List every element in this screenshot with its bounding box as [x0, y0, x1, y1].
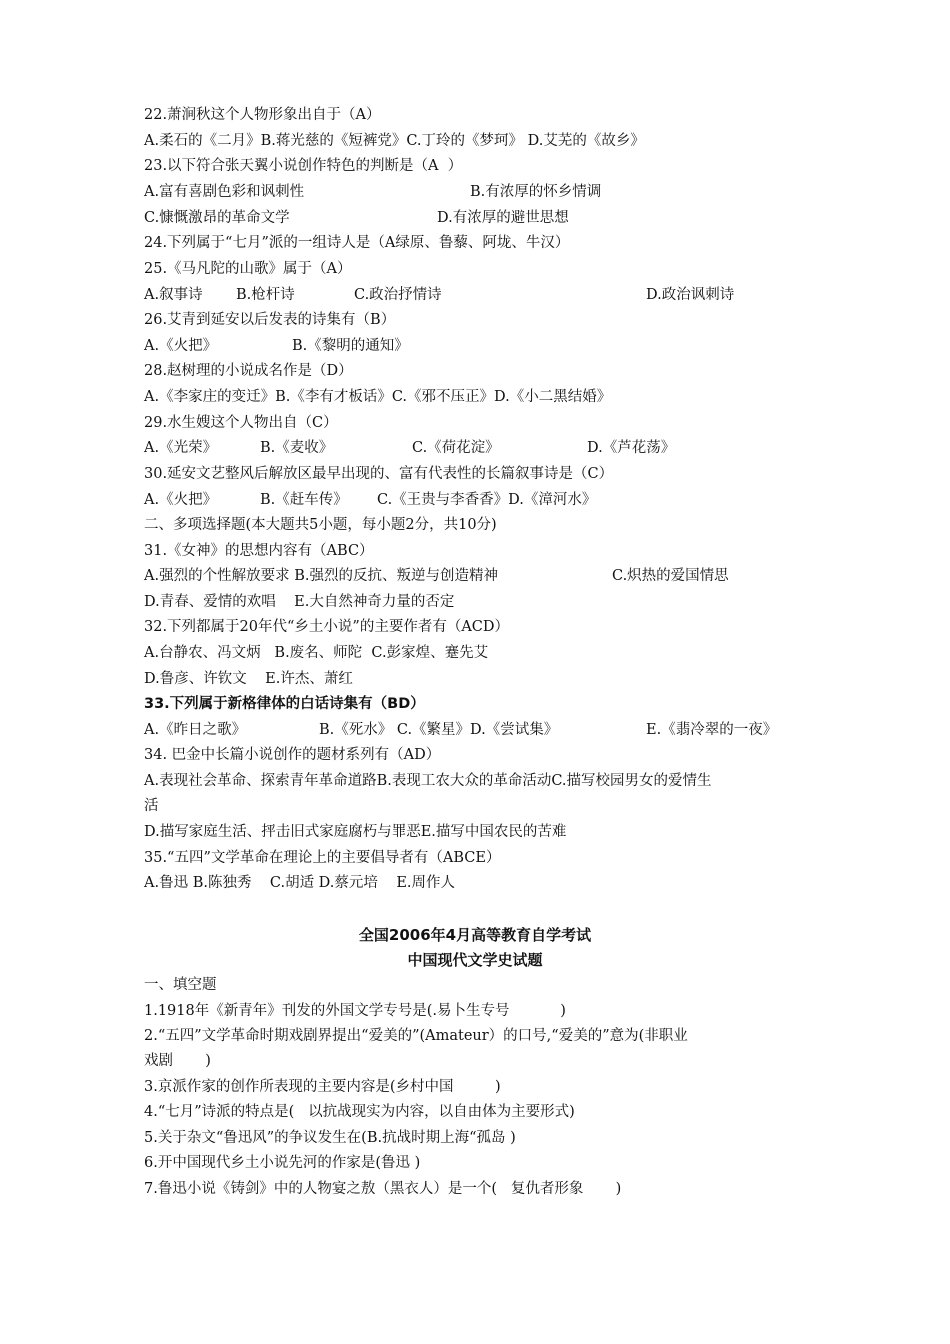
fill-in-1: 1.1918年《新青年》刊发的外国文学专号是(.易卜生专号 )	[144, 1003, 566, 1019]
fill-in-2-cont: 戏剧 )	[144, 1053, 211, 1069]
option-d: D.有浓厚的避世思想	[437, 210, 569, 226]
question-22-options: A.柔石的《二月》B.蒋光慈的《短裤党》C.丁玲的《梦珂》 D.艾芜的《故乡》	[144, 133, 645, 149]
question-23: 23.以下符合张天翼小说创作特色的判断是（A ）	[144, 158, 463, 174]
option-b: B.枪杆诗	[236, 287, 295, 303]
option-c: C.《荷花淀》	[412, 440, 500, 456]
option-a: A.叙事诗	[144, 287, 203, 303]
section-heading-fill-in: 一、填空题	[144, 977, 217, 993]
question-30: 30.延安文艺整风后解放区最早出现的、富有代表性的长篇叙事诗是（C）	[144, 466, 614, 482]
question-34-options-abc-cont: 活	[144, 798, 159, 814]
section-heading-multiple-choice: 二、多项选择题(本大题共5小题，每小题2分，共10分)	[144, 517, 497, 533]
question-26-options	[144, 336, 409, 356]
question-24: 24.下列属于“七月”派的一组诗人是（A绿原、鲁藜、阿垅、牛汉）	[144, 235, 570, 251]
question-31-options-de: D.青春、爱情的欢唱 E.大自然神奇力量的否定	[144, 594, 455, 610]
fill-in-7: 7.鲁迅小说《铸剑》中的人物宴之敖（黑衣人）是一个( 复仇者形象 )	[144, 1181, 622, 1197]
question-29: 29.水生嫂这个人物出自（C）	[144, 415, 338, 431]
question-33-options	[144, 720, 778, 740]
question-30-options	[144, 490, 597, 510]
option-c: C.炽热的爱国情思	[612, 568, 729, 584]
option-ab: A.强烈的个性解放要求 B.强烈的反抗、叛逆与创造精神	[144, 568, 498, 584]
option-e: E.《翡冷翠的一夜》	[646, 722, 778, 738]
fill-in-3: 3.京派作家的创作所表现的主要内容是(乡村中国 )	[144, 1079, 501, 1095]
question-29-options	[144, 438, 676, 458]
question-33: 33.下列属于新格律体的白话诗集有（BD）	[144, 696, 425, 712]
question-35-options: A.鲁迅 B.陈独秀 C.胡适 D.蔡元培 E.周作人	[144, 875, 456, 891]
option-d: D.政治讽刺诗	[646, 287, 735, 303]
option-c: C.慷慨激昂的革命文学	[144, 210, 290, 226]
question-32-options-de: D.鲁彦、许钦文 E.许杰、萧红	[144, 671, 353, 687]
option-a: A.《昨日之歌》	[144, 722, 247, 738]
question-28: 28.赵树理的小说成名作是（D）	[144, 363, 353, 379]
fill-in-4: 4.“七月”诗派的特点是( 以抗战现实为内容，以自由体为主要形式)	[144, 1104, 575, 1120]
fill-in-2: 2.“五四”文学革命时期戏剧界提出“爱美的”(Amateur）的口号,“爱美的”意为(非职业	[144, 1028, 688, 1044]
option-d: D.《芦花荡》	[587, 440, 676, 456]
fill-in-5: 5.关于杂文“鲁迅风”的争议发生在(B.抗战时期上海“孤岛 )	[144, 1130, 516, 1146]
option-a: A.《火把》	[144, 492, 218, 508]
exam-subtitle: 中国现代文学史试题	[407, 951, 543, 969]
question-25-options	[144, 285, 735, 305]
option-b: B.有浓厚的怀乡情调	[470, 184, 602, 200]
option-a: A.《火把》	[144, 338, 218, 354]
option-b: B.《赶车传》	[260, 492, 348, 508]
question-31-options-abc	[144, 566, 729, 586]
question-23-options-cd	[144, 208, 569, 228]
exam-title: 全国2006年4月高等教育自学考试	[358, 926, 592, 944]
question-34-options-de: D.描写家庭生活、抨击旧式家庭腐朽与罪恶E.描写中国农民的苦难	[144, 824, 567, 840]
option-b: B.《麦收》	[260, 440, 334, 456]
question-34: 34. 巴金中长篇小说创作的题材系列有（AD）	[144, 747, 441, 763]
question-32-options-abc: A.台静农、冯文炳 B.废名、师陀 C.彭家煌、蹇先艾	[144, 645, 489, 661]
option-bcd: B.《死水》 C.《繁星》D.《尝试集》	[319, 722, 559, 738]
question-34-options-abc: A.表现社会革命、探索青年革命道路B.表现工农大众的革命活动C.描写校园男女的爱情生	[144, 773, 712, 789]
question-32: 32.下列都属于20年代“乡土小说”的主要作者有（ACD）	[144, 619, 510, 635]
question-35: 35.“五四”文学革命在理论上的主要倡导者有（ABCE）	[144, 850, 501, 866]
question-22: 22.萧涧秋这个人物形象出自于（A）	[144, 107, 381, 123]
question-28-options: A.《李家庄的变迁》B.《李有才板话》C.《邪不压正》D.《小二黑结婚》	[144, 389, 612, 405]
fill-in-6: 6.开中国现代乡土小说先河的作家是(鲁迅 )	[144, 1155, 421, 1171]
question-23-options-ab	[144, 182, 602, 202]
option-c: C.政治抒情诗	[354, 287, 442, 303]
option-a: A.《光荣》	[144, 440, 218, 456]
question-31: 31.《女神》的思想内容有（ABC）	[144, 543, 374, 559]
option-b: B.《黎明的通知》	[292, 338, 409, 354]
question-25: 25.《马凡陀的山歌》属于（A）	[144, 261, 352, 277]
question-26: 26.艾青到延安以后发表的诗集有（B）	[144, 312, 396, 328]
option-a: A.富有喜剧色彩和讽刺性	[144, 184, 305, 200]
option-cd: C.《王贵与李香香》D.《漳河水》	[377, 492, 597, 508]
